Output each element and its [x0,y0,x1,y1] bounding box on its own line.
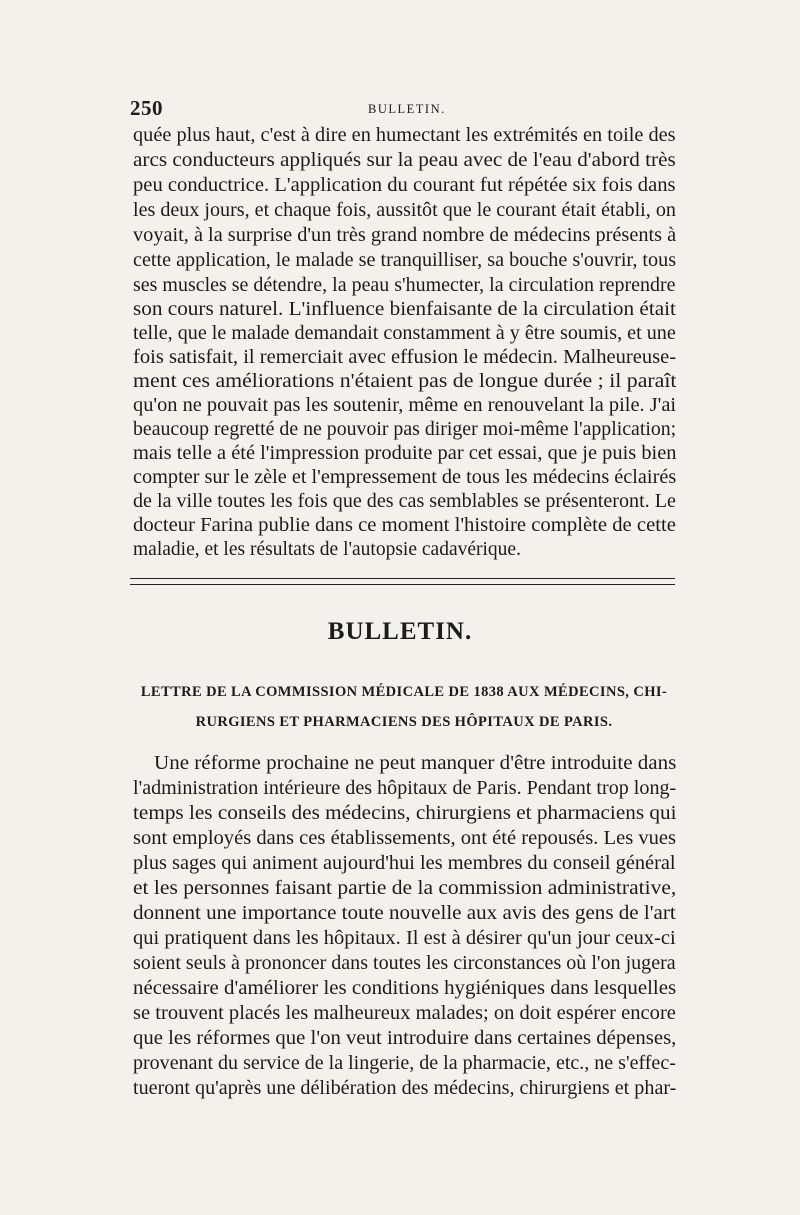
page-number: 250 [130,96,163,120]
text-line: tueront qu'après une délibération des médecins, chirurgiens et phar- [133,1078,677,1099]
text-line: ment ces améliorations n'étaient pas de longue durée ; il paraît [133,371,677,392]
text-line: qu'on ne pouvait pas les soutenir, même en renouvelant la pile. J'ai [133,395,677,416]
text-line: arcs conducteurs appliqués sur la peau avec de l'eau d'abord très [133,150,676,171]
text-line: soient seuls à prononcer dans toutes les circonstances où l'on jugera [133,953,676,974]
article-title [130,677,678,737]
text-line: plus sages qui animent aujourd'hui les membres du conseil général [133,853,676,874]
text-line: les deux jours, et chaque fois, aussitôt que le courant était établi, on [133,200,676,221]
text-line: telle, que le malade demandait constamment à y être soumis, et une [133,323,676,344]
text-line: temps les conseils des médecins, chirurgiens et pharmaciens qui [133,803,677,824]
text-line: docteur Farina publie dans ce moment l'histoire complète de cette [133,515,676,536]
text-line: nécessaire d'améliorer les conditions hygiéniques dans lesquelles [133,978,677,999]
text-line: donnent une importance toute nouvelle aux avis des gens de l'art [133,903,676,924]
text-line: qui pratiquent dans les hôpitaux. Il est à désirer qu'un jour ceux-ci [133,928,676,949]
text-line: son cours naturel. L'influence bienfaisante de la circulation était [133,299,676,320]
text-line: maladie, et les résultats de l'autopsie cadavérique. [133,539,521,560]
text-line: l'administration intérieure des hôpitaux de Paris. Pendant trop long- [133,778,677,799]
text-line: de la ville toutes les fois que des cas semblables se présenteront. Le [133,491,676,512]
text-line: voyait, à la surprise d'un très grand nombre de médecins présents à [133,225,677,246]
text-line: provenant du service de la lingerie, de la pharmacie, etc., ne s'effec- [133,1053,676,1074]
text-line: se trouvent placés les malheureux malades; on doit espérer encore [133,1003,676,1024]
double-rule-top [130,578,675,579]
page-header [130,96,675,126]
text-line: et les personnes faisant partie de la commission administrative, [133,878,677,899]
text-line: que les réformes que l'on veut introduire dans certaines dépenses, [133,1028,677,1049]
text-line: Une réforme prochaine ne peut manquer d'être introduite dans [154,753,677,774]
text-line: sont employés dans ces établissements, ont été repousés. Les vues [133,828,677,849]
text-line: fois satisfait, il remerciait avec effusion le médecin. Malheureuse- [133,347,677,368]
text-line: ses muscles se détendre, la peau s'humecter, la circulation reprendre [133,275,676,296]
text-line: beaucoup regretté de ne pouvoir pas diriger moi-même l'application; [133,419,677,440]
text-line: cette application, le malade se tranquilliser, sa bouche s'ouvrir, tous [133,250,677,271]
article-title-line-2: RURGIENS ET PHARMACIENS DES HÔPITAUX DE PARIS. [195,714,613,730]
article-title-line-1: LETTRE DE LA COMMISSION MÉDICALE DE 1838 AUX MÉDECINS, CHI- [140,684,668,700]
text-line: compter sur le zèle et l'empressement de tous les médecins éclairés [133,467,677,488]
text-line: mais telle a été l'impression produite par cet essai, que je puis bien [133,443,677,464]
section-title: BULLETIN. [327,618,473,645]
running-head: BULLETIN. [368,102,446,116]
text-line: quée plus haut, c'est à dire en humectant les extrémités en toile des [133,125,676,146]
double-rule-bottom [130,584,675,585]
text-line: peu conductrice. L'application du courant fut répétée six fois dans [133,175,676,196]
